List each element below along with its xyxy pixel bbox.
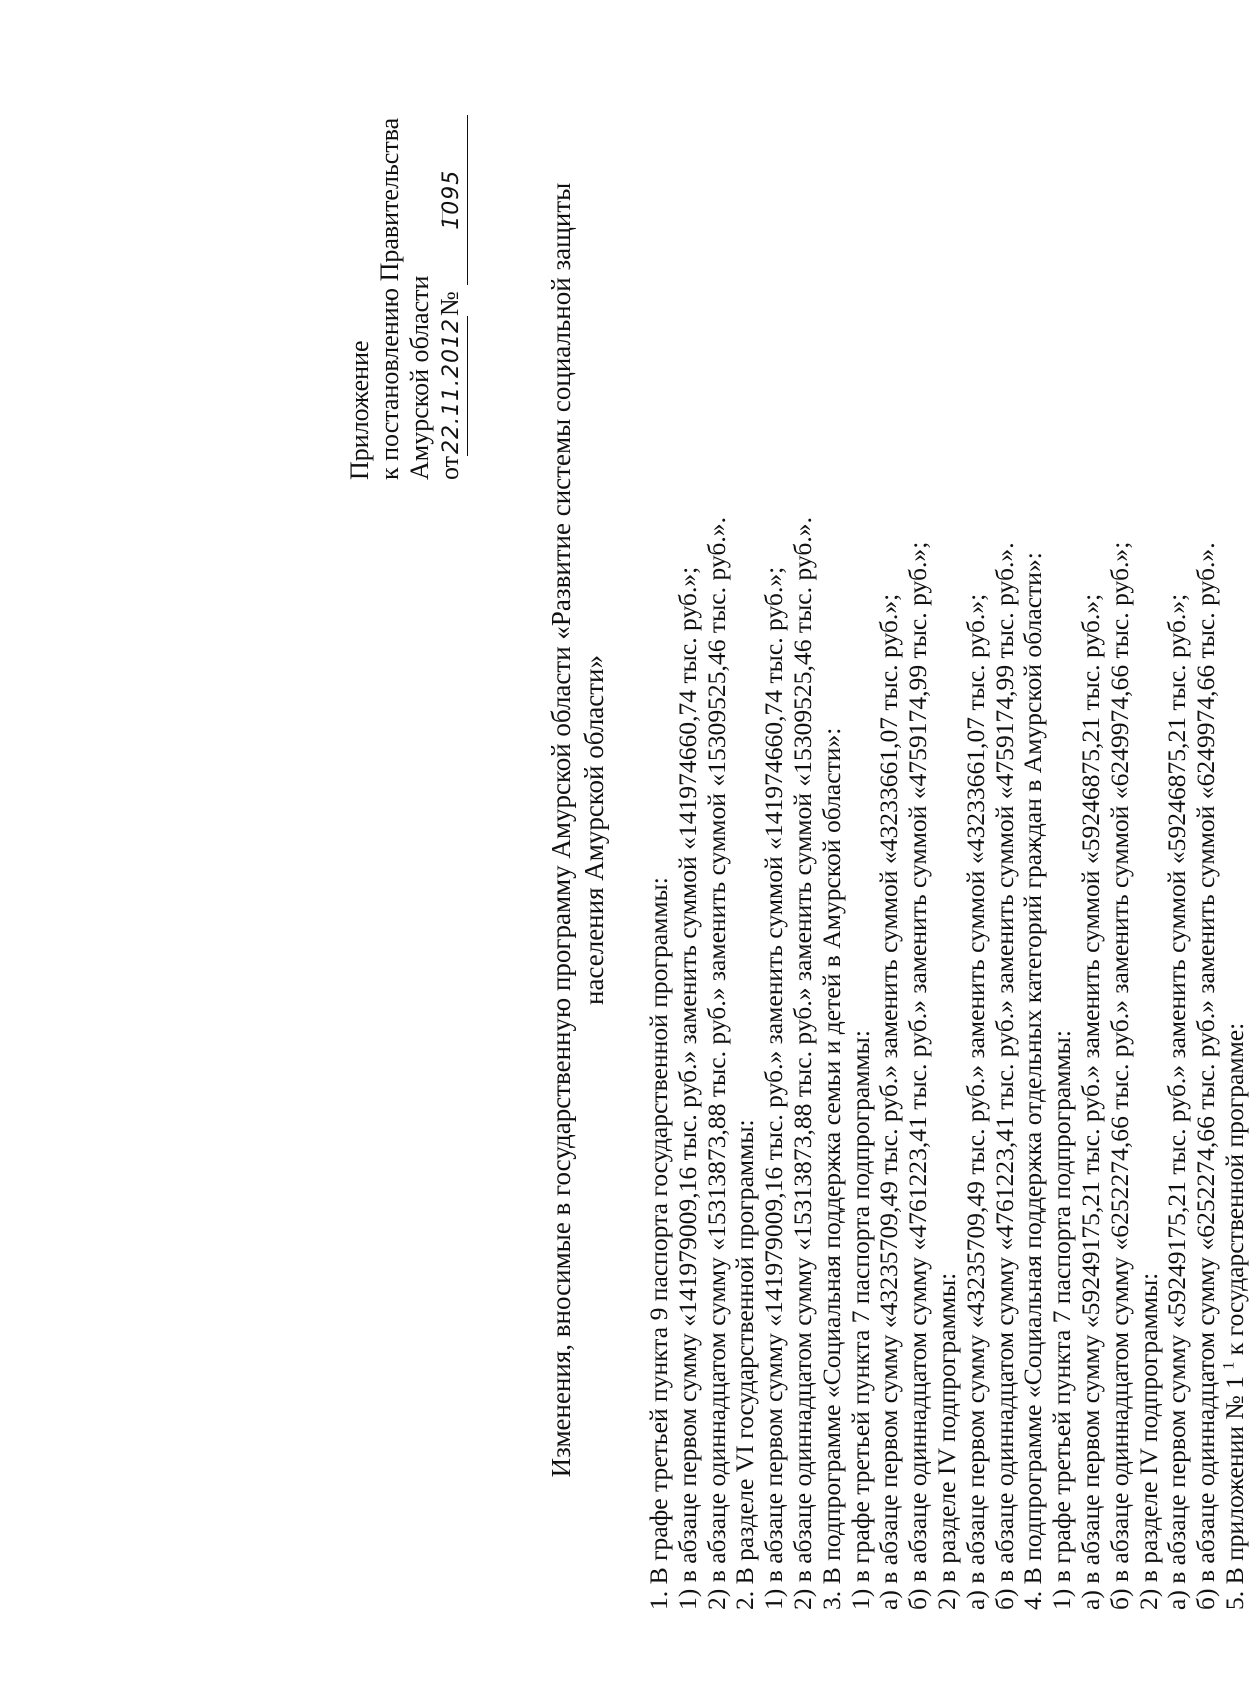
list-item: 2. В разделе VI государственной программы: [730, 1119, 760, 1610]
date-prefix: от [435, 455, 464, 480]
handwritten-date: 22.11.2012 [437, 316, 468, 456]
list-item: а) в абзаце первом сумму «43235709,49 тыс. руб.» заменить суммой «43233661,07 тыс. руб.»; [960, 593, 990, 1610]
rotated-content [345, 50, 1249, 1610]
appendix-header [345, 50, 468, 480]
list-item: 2) в абзаце одиннадцатом сумму «15313873,88 тыс. руб.» заменить суммой «15309525,46 тыс. руб.». [701, 517, 731, 1610]
title-line-1: Изменения, вносимые в государственную программу Амурской области «Развитие системы социальной защиты [546, 182, 576, 1478]
list-item: б) в абзаце одиннадцатом сумму «6252274,66 тыс. руб.» заменить суммой «6249974,66 тыс. руб.». [1191, 542, 1221, 1610]
handwritten-number: 1095 [437, 115, 468, 285]
number-label: № [435, 291, 464, 316]
list-item: б) в абзаце одиннадцатом сумму «4761223,41 тыс. руб.» заменить суммой «4759174,99 тыс. руб.»; [903, 541, 933, 1610]
list-item: 1) в абзаце первом сумму «141979009,16 тыс. руб.» заменить суммой «141974660,74 тыс. руб.»; [672, 566, 702, 1610]
list-item: б) в абзаце одиннадцатом сумму «4761223,41 тыс. руб.» заменить суммой «4759174,99 тыс. руб.». [989, 542, 1019, 1610]
appendix-line-1: Приложение [345, 340, 374, 480]
list-item-last [1221, 50, 1250, 1610]
appendix-date-line [435, 50, 468, 480]
list-item: 1) в абзаце первом сумму «141979009,16 тыс. руб.» заменить суммой «141974660,74 тыс. руб.»; [759, 566, 789, 1610]
last-item-prefix: 5. В приложении № 1 [1219, 1376, 1249, 1610]
list-item: 4. В подпрограмме «Социальная поддержка отдельных категорий граждан в Амурской области»: [1018, 552, 1048, 1610]
list-item: 1) в графе третьей пункта 7 паспорта подпрограммы: [1047, 1030, 1077, 1610]
list-item: 1. В графе третьей пункта 9 паспорта государственной программы: [644, 877, 673, 1610]
list-item: 2) в разделе IV подпрограммы: [931, 1272, 961, 1610]
appendix-line-2: к постановлению Правительства [375, 117, 404, 480]
list-item: 2) в абзаце одиннадцатом сумму «15313873,88 тыс. руб.» заменить суммой «15309525,46 тыс. руб.». [787, 517, 817, 1610]
list-item: б) в абзаце одиннадцатом сумму «6252274,66 тыс. руб.» заменить суммой «6249974,66 тыс. руб.»; [1104, 541, 1134, 1610]
changes-list [645, 50, 1250, 1610]
list-item: а) в абзаце первом сумму «43235709,49 тыс. руб.» заменить суммой «43233661,07 тыс. руб.»; [874, 593, 904, 1610]
list-item: 2) в разделе IV подпрограммы: [1133, 1272, 1163, 1610]
list-item: 3. В подпрограмме «Социальная поддержка семьи и детей в Амурской области»: [816, 727, 846, 1610]
last-item-superscript: 1 [1220, 1361, 1238, 1370]
appendix-line-3: Амурской области [405, 275, 434, 480]
list-item: 1) в графе третьей пункта 7 паспорта подпрограммы: [845, 1030, 875, 1610]
list-item: а) в абзаце первом сумму «59249175,21 тыс. руб.» заменить суммой «59246875,21 тыс. руб.»; [1162, 593, 1192, 1610]
last-item-suffix: к государственной программе: [1219, 1022, 1249, 1356]
list-item: а) в абзаце первом сумму «59249175,21 тыс. руб.» заменить суммой «59246875,21 тыс. руб.»; [1075, 593, 1105, 1610]
document-title [545, 50, 611, 1610]
title-line-2: населения Амурской области» [579, 654, 609, 1006]
